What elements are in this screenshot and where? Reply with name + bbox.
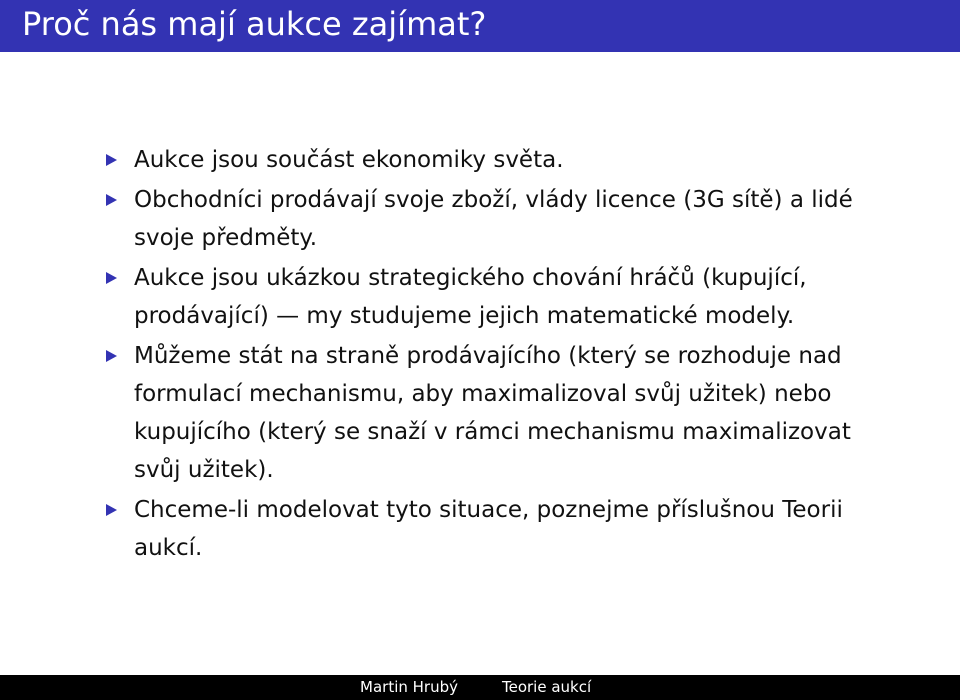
bullet-triangle-icon <box>106 272 117 284</box>
bullet-triangle-icon <box>106 194 117 206</box>
bullet-text: Můžeme stát na straně prodávajícího (který se rozhoduje nad formulací mechanismu, aby maximalizoval svůj užitek) nebo kupujícího (který se snaží v rámci mechanismu maximalizovat svůj užitek). <box>134 343 851 483</box>
bullet-list <box>0 141 960 569</box>
slide-title: Proč nás mají aukce zajímat? <box>22 5 487 43</box>
bullet-item <box>0 181 960 257</box>
bullet-triangle-icon <box>106 504 117 516</box>
bullet-triangle-icon <box>106 350 117 362</box>
bullet-text: Aukce jsou součást ekonomiky světa. <box>134 147 564 173</box>
bullet-item <box>0 259 960 335</box>
bullet-text: Aukce jsou ukázkou strategického chování hráčů (kupující, prodávající) — my studujeme jejich matematické modely. <box>134 265 807 329</box>
bullet-triangle-icon <box>106 154 117 166</box>
footer <box>0 675 960 700</box>
bullet-item <box>0 141 960 179</box>
bullet-item <box>0 337 960 489</box>
footer-author: Martin Hrubý <box>0 675 480 700</box>
title-bar <box>0 0 960 52</box>
bullet-text: Obchodníci prodávají svoje zboží, vlády licence (3G sítě) a lidé svoje předměty. <box>134 187 853 251</box>
footer-course: Teorie aukcí <box>480 675 960 700</box>
bullet-text: Chceme-li modelovat tyto situace, poznejme příslušnou Teorii aukcí. <box>134 497 843 561</box>
bullet-item <box>0 491 960 567</box>
